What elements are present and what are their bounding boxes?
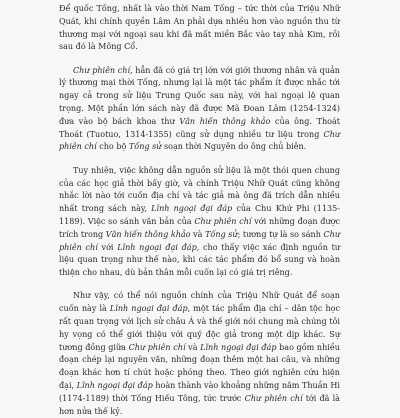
paragraph-text: tới đã là hơn nửa thế kỷ.	[59, 393, 340, 416]
paragraph-text: của Chu Khứ Phi (1135-1189). Việc so sánh văn bản của	[59, 204, 340, 226]
italic-title-text: Lĩnh ngoại đại đáp	[151, 204, 233, 214]
italic-title-text: Lĩnh ngoại đại đáp	[109, 304, 188, 314]
italic-title-text: Chư phiên chí	[73, 65, 131, 75]
paragraph-text: hoàn thành vào khoảng những năm Thuần Hi (1174-1189) thời Tống Hiếu Tông, tức trước	[59, 381, 340, 403]
paragraph-text: , hẳn đã có giá trị lớn với giới thương nhân và quản lý thương mại thời Tống, nhưng lại là một tác phẩm ít được nhắc tới ngay cả trong sử liệu Trung Quốc sau này, với hai ngoại lệ quan trọng. Một phần lớn sách này đã được Mã Đoan Lâm (1254-1324) đưa vào bộ bách khoa thư	[59, 65, 340, 126]
italic-title-text: Tống sử	[128, 142, 162, 152]
paragraph-text: soạn thời Nguyên do ông chủ biên.	[161, 142, 307, 152]
paragraph-text: với những đoạn được trích trong	[59, 216, 340, 239]
paragraph	[59, 65, 340, 155]
italic-title-text: Lĩnh ngoại đại đáp	[76, 381, 153, 391]
italic-title-text: Tống sử	[205, 229, 238, 239]
italic-title-text: Chư phiên chí	[244, 393, 303, 403]
paragraph-text: bao gồm nhiều đoạn chép lại nguyên văn, những đoạn thêm một hai câu, và những đoạn khác hơn tí chút hoặc phóng theo. Theo giới nghiên cứu hiện đại,	[59, 342, 340, 391]
paragraph	[59, 3, 340, 54]
paragraph-text: Như vậy, có thể nói nguồn chính của Triệu Nhữ Quát để soạn cuốn này là	[59, 291, 340, 314]
italic-title-text: Lĩnh ngoại đại đáp	[200, 342, 277, 352]
italic-title-text: Lĩnh ngoại đại đáp	[117, 242, 197, 252]
paragraph-text: cho bộ	[96, 142, 129, 152]
paragraph-text: Để quốc Tống, nhất là vào thời Nam Tống – tức thời của Triệu Nhữ Quát, khi chính quyền Lâm An phải dựa nhiều hơn vào nguồn thu từ thương mại với ngoại sau khi đã mất miền Bắc vào tay nhà Kim, rồi sau đó là Mông Cổ.	[59, 4, 340, 52]
body-text	[59, 3, 340, 418]
italic-title-text: Chư phiên chí	[59, 229, 341, 252]
italic-title-text: Văn hiến thông khảo	[179, 116, 271, 126]
paragraph-text: và	[190, 229, 206, 239]
paragraph-text: ; tương tự là so sánh	[237, 229, 324, 239]
italic-title-text: Chư phiên chí	[194, 216, 252, 226]
paragraph-text: của ông. Thoát Thoát (Tuotuo, 1314-1355) cũng sử dụng nhiều tư liệu trong	[59, 116, 341, 139]
italic-title-text: Chư phiên chí	[128, 342, 186, 352]
paragraph-text: , cho thấy việc xác định nguồn tư liệu quan trọng như thế nào, khi các tác phẩm đó bổ sung và hoàn thiện cho nhau, dù bản thân mỗi cuốn lại có giá trị riêng.	[59, 242, 340, 278]
italic-title-text: Văn hiến thông khảo	[105, 229, 191, 239]
paragraph-text: và	[185, 342, 201, 352]
paragraph	[59, 290, 340, 418]
paragraph-text: Tuy nhiên, việc không dẫn nguồn sử liệu là một thói quen chung của các học giả thời bấy giờ, và chính Triệu Nhữ Quát cũng không nhắc lời nào tới cuốn địa chí và tác giả mà ông đã trích dẫn nhiều nhất trong sách này,	[59, 165, 340, 214]
paragraph	[59, 165, 340, 280]
italic-title-text: Chư phiên chí	[59, 129, 340, 152]
paragraph-text: với	[97, 242, 118, 252]
paragraph-text: , một tác phẩm địa chí – dân tộc học rất quan trọng với lịch sử châu Á và thế giới nói chung mà chúng tôi hy vọng có thể giới thiệu với quý độc giả trong một dịp khác. Sự tương đồng giữa	[59, 304, 340, 352]
